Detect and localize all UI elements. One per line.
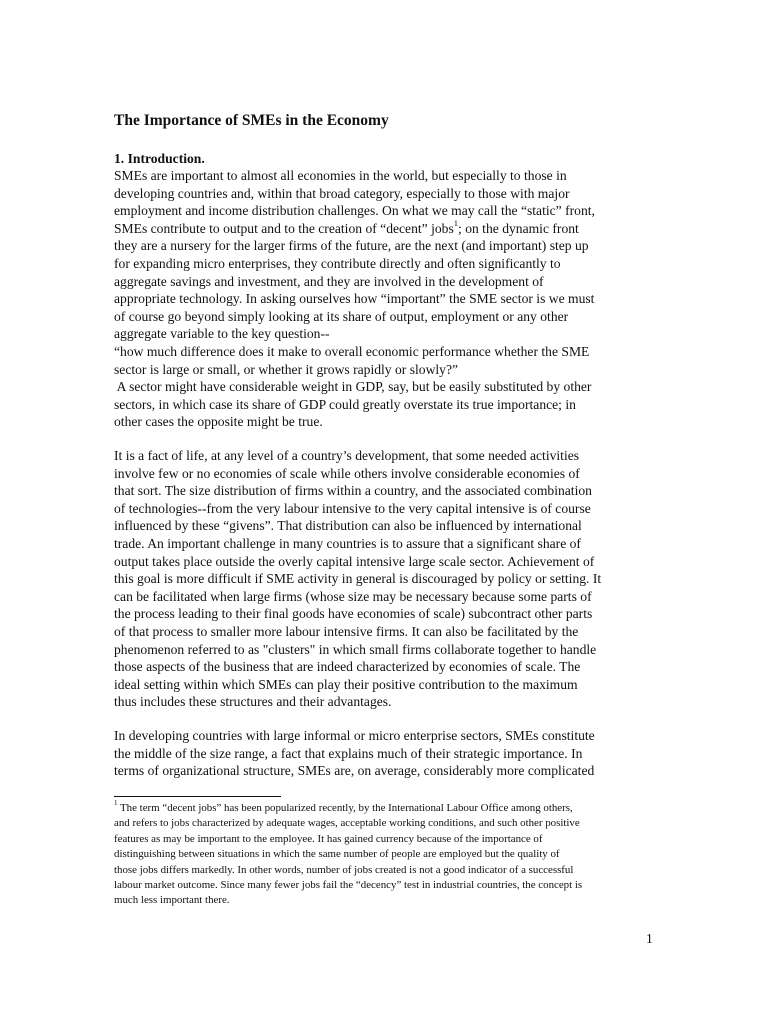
- text-line: involve few or no economies of scale while others involve considerable economies of: [114, 465, 580, 481]
- text-line: aggregate savings and investment, and they are involved in the development of: [114, 273, 544, 289]
- text-line: thus includes these structures and their advantages.: [114, 694, 392, 710]
- text-line: of technologies--from the very labour intensive to the very capital intensive is of course: [114, 500, 591, 516]
- text-line: of that process to smaller more labour intensive firms. It can also be facilitated by the: [114, 623, 579, 639]
- text-line: can be facilitated when large firms (whose size may be necessary because some parts of: [114, 588, 592, 604]
- text-line: aggregate variable to the key question--: [114, 326, 330, 342]
- text-line: SMEs are important to almost all economies in the world, but especially to those in: [114, 168, 567, 183]
- third-paragraph: [114, 727, 659, 780]
- text-line: A sector might have considerable weight in GDP, say, but be easily substituted by other: [114, 379, 592, 395]
- text-line-with-footnote: [114, 220, 659, 238]
- text-line: that sort. The size distribution of firms within a country, and the associated combination: [114, 483, 592, 499]
- text-line: output takes place outside the overly capital intensive large scale sector. Achievement of: [114, 553, 595, 569]
- text-line: trade. An important challenge in many countries is to assure that a significant share of: [114, 535, 581, 551]
- text-line: ideal setting within which SMEs can play their positive contribution to the maximum: [114, 676, 578, 692]
- text-line: those aspects of the business that are indeed characterized by economies of scale. The: [114, 659, 581, 675]
- text-line: the middle of the size range, a fact that explains much of their strategic importance. In: [114, 745, 583, 761]
- text-line: for expanding micro enterprises, they contribute directly and often significantly to: [114, 255, 561, 271]
- text-line: developing countries and, within that broad category, especially to those with major: [114, 185, 570, 201]
- page-number: 1: [646, 931, 653, 946]
- text-line: terms of organizational structure, SMEs are, on average, considerably more complicated: [114, 763, 595, 779]
- text-segment: SMEs contribute to output and to the creation of “decent” jobs: [114, 220, 454, 236]
- footnote-line: labour market outcome. Since many fewer jobs fail the “decency” test in industrial countries, the concept is: [114, 879, 583, 892]
- text-line: influenced by these “givens”. That distribution can also be influenced by international: [114, 518, 582, 534]
- text-line: employment and income distribution challenges. On what we may call the “static” front,: [114, 203, 595, 219]
- footnote-line: features as may be important to the employee. It has gained currency because of the importance of: [114, 832, 543, 845]
- footnote-line: distinguishing between situations in which the same number of people are employed but the quality of: [114, 848, 560, 861]
- document-title: The Importance of SMEs in the Economy: [114, 112, 389, 129]
- text-segment: ; on the dynamic front: [458, 220, 579, 236]
- section-heading: 1. Introduction.: [114, 151, 205, 166]
- intro-paragraph: [114, 167, 659, 431]
- text-line: It is a fact of life, at any level of a country’s development, that some needed activities: [114, 448, 580, 463]
- footnote-line: much less important there.: [114, 894, 230, 907]
- text-line: phenomenon referred to as "clusters" in which small firms collaborate together to handle: [114, 641, 597, 657]
- footnote-divider: [114, 796, 281, 797]
- footnote-reference[interactable]: 1: [453, 218, 459, 229]
- footnote-line: [114, 801, 659, 816]
- text-line: In developing countries with large informal or micro enterprise sectors, SMEs constitute: [114, 728, 595, 743]
- text-line: they are a nursery for the larger firms of the future, are the next (and important) step up: [114, 238, 589, 254]
- text-line: the process leading to their final goods have economies of scale) subcontract other parts: [114, 606, 593, 622]
- text-line: “how much difference does it make to overall economic performance whether the SME: [114, 343, 590, 359]
- text-line: sector is large or small, or whether it grows rapidly or slowly?”: [114, 361, 459, 377]
- text-line: of course go beyond simply looking at its share of output, employment or any other: [114, 308, 569, 324]
- footnote-text: The term “decent jobs” has been popularized recently, by the International Labour Office among others,: [117, 802, 573, 814]
- footnote-line: those jobs differs markedly. In other words, number of jobs created is not a good indicator of a successful: [114, 863, 574, 876]
- footnote: [114, 801, 659, 909]
- text-line: this goal is more difficult if SME activity in general is discouraged by policy or setting. It: [114, 571, 602, 587]
- text-line: appropriate technology. In asking ourselves how “important” the SME sector is we must: [114, 291, 595, 307]
- footnote-marker: 1: [114, 799, 118, 808]
- text-line: sectors, in which case its share of GDP could greatly overstate its true importance; in: [114, 396, 576, 412]
- footnote-line: and refers to jobs characterized by adequate wages, acceptable working conditions, and such other positive: [114, 817, 580, 830]
- text-line: other cases the opposite might be true.: [114, 414, 323, 430]
- second-paragraph: [114, 447, 659, 711]
